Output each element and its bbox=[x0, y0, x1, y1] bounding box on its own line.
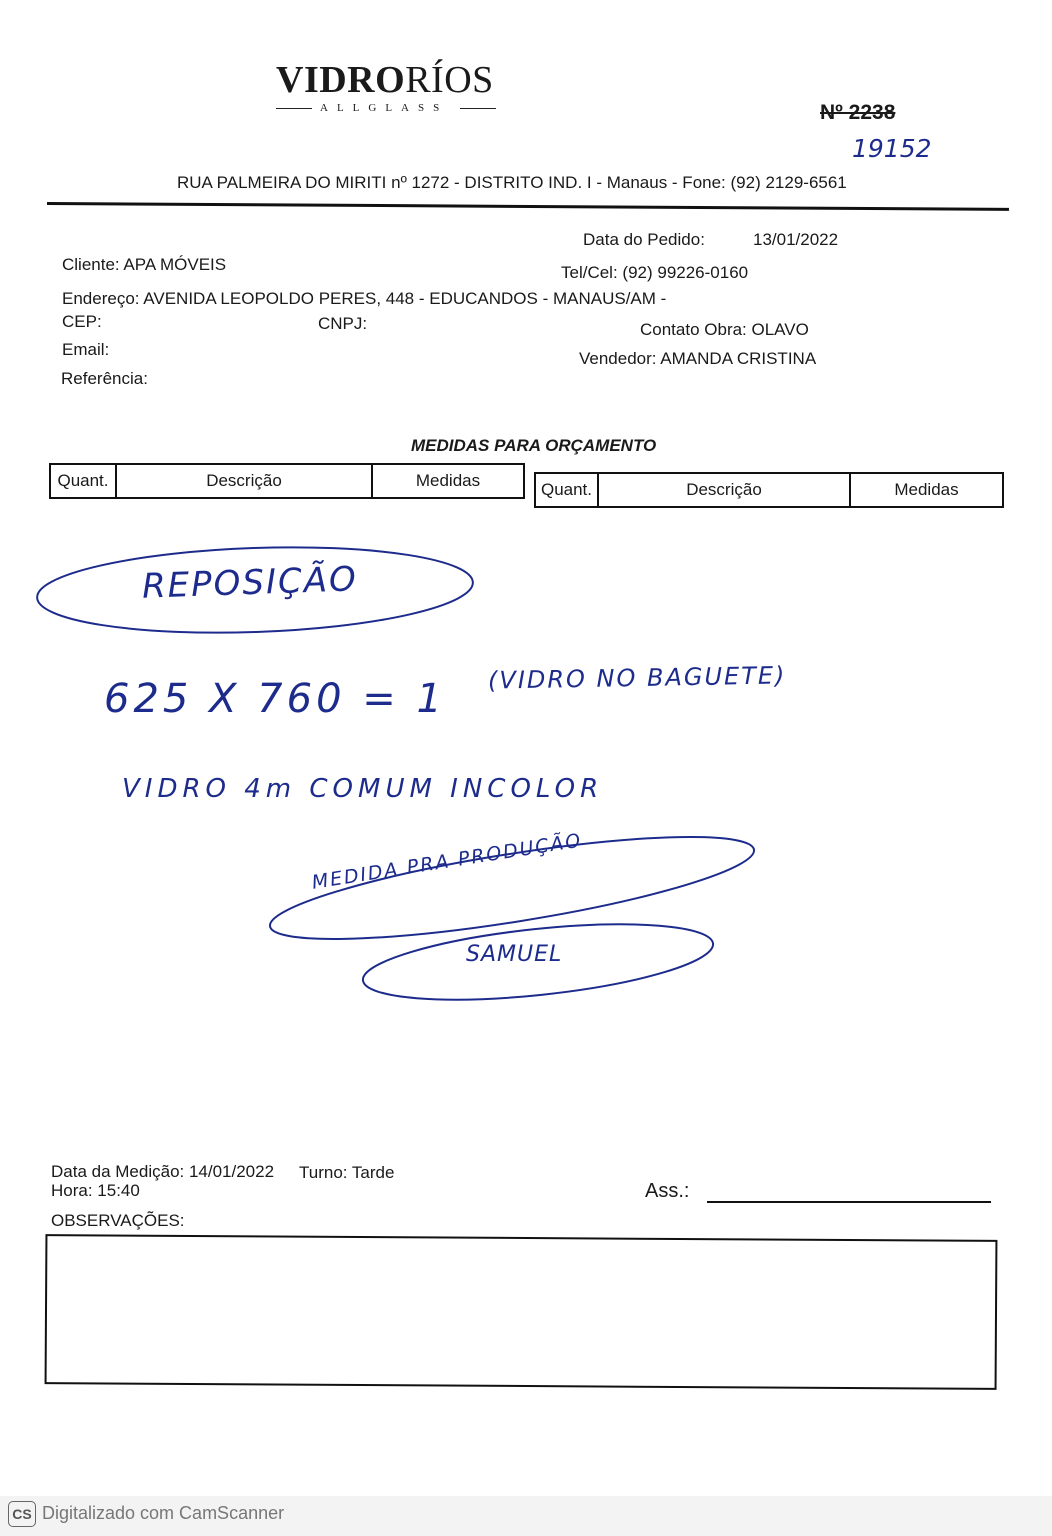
measurement-date: Data da Medição: 14/01/2022 bbox=[51, 1162, 275, 1181]
cnpj-field: CNPJ: bbox=[318, 314, 368, 333]
reference-field: Referência: bbox=[61, 369, 148, 388]
handwritten-glass-description: VIDRO 4m COMUM INCOLOR bbox=[122, 774, 604, 804]
handwritten-baguete: (VIDRO NO BAGUETE) bbox=[487, 661, 787, 695]
col-quantity: Quant. bbox=[536, 474, 599, 506]
cep-field: CEP: bbox=[62, 312, 102, 331]
order-date-value: 13/01/2022 bbox=[753, 230, 839, 249]
handwritten-production-note: MEDIDA PRA PRODUÇÃO bbox=[310, 829, 584, 894]
camscanner-logo-icon: CS bbox=[8, 1501, 36, 1527]
logo-bold-text: VIDRO bbox=[276, 59, 406, 101]
col-measures: Medidas bbox=[415, 471, 481, 490]
site-contact-field: Contato Obra: OLAVO bbox=[640, 320, 809, 339]
observations-label: OBSERVAÇÕES: bbox=[51, 1211, 185, 1230]
phone-field: Tel/Cel: (92) 99226-0160 bbox=[561, 263, 749, 282]
measures-title: MEDIDAS PARA ORÇAMENTO bbox=[411, 436, 657, 455]
seller-field: Vendedor: AMANDA CRISTINA bbox=[579, 349, 817, 368]
handwritten-measure: 625 X 760 = 1 bbox=[104, 676, 446, 722]
time-field: Hora: 15:40 bbox=[51, 1181, 140, 1200]
col-quantity: Quant. bbox=[51, 465, 117, 497]
handwritten-number: 19152 bbox=[852, 134, 932, 163]
company-address: RUA PALMEIRA DO MIRITI nº 1272 - DISTRITO IND. I - Manaus - Fone: (92) 2129-6561 bbox=[177, 173, 847, 192]
shift-field: Turno: Tarde bbox=[299, 1163, 395, 1182]
email-field: Email: bbox=[62, 340, 110, 359]
col-description: Descrição bbox=[117, 465, 373, 497]
handwritten-signature-samuel: SAMUEL bbox=[466, 942, 563, 967]
observations-box bbox=[45, 1234, 998, 1390]
scanner-watermark-text: Digitalizado com CamScanner bbox=[42, 1503, 285, 1523]
signature-line bbox=[707, 1201, 991, 1203]
logo-subtitle: ALLGLASS bbox=[320, 102, 449, 114]
logo-thin-text: RÍOS bbox=[405, 59, 494, 101]
signature-label: Ass.: bbox=[645, 1180, 690, 1202]
order-date-label: Data do Pedido: bbox=[583, 230, 705, 249]
handwritten-reposicao: REPOSIÇÃO bbox=[141, 559, 359, 607]
address-field: Endereço: AVENIDA LEOPOLDO PERES, 448 - EDUCANDOS - MANAUS/AM - bbox=[62, 289, 667, 308]
client-field: Cliente: APA MÓVEIS bbox=[62, 255, 227, 274]
col-description: Descrição bbox=[599, 474, 851, 506]
col-measures: Medidas bbox=[894, 480, 959, 499]
document-number: Nº 2238 bbox=[820, 101, 896, 124]
